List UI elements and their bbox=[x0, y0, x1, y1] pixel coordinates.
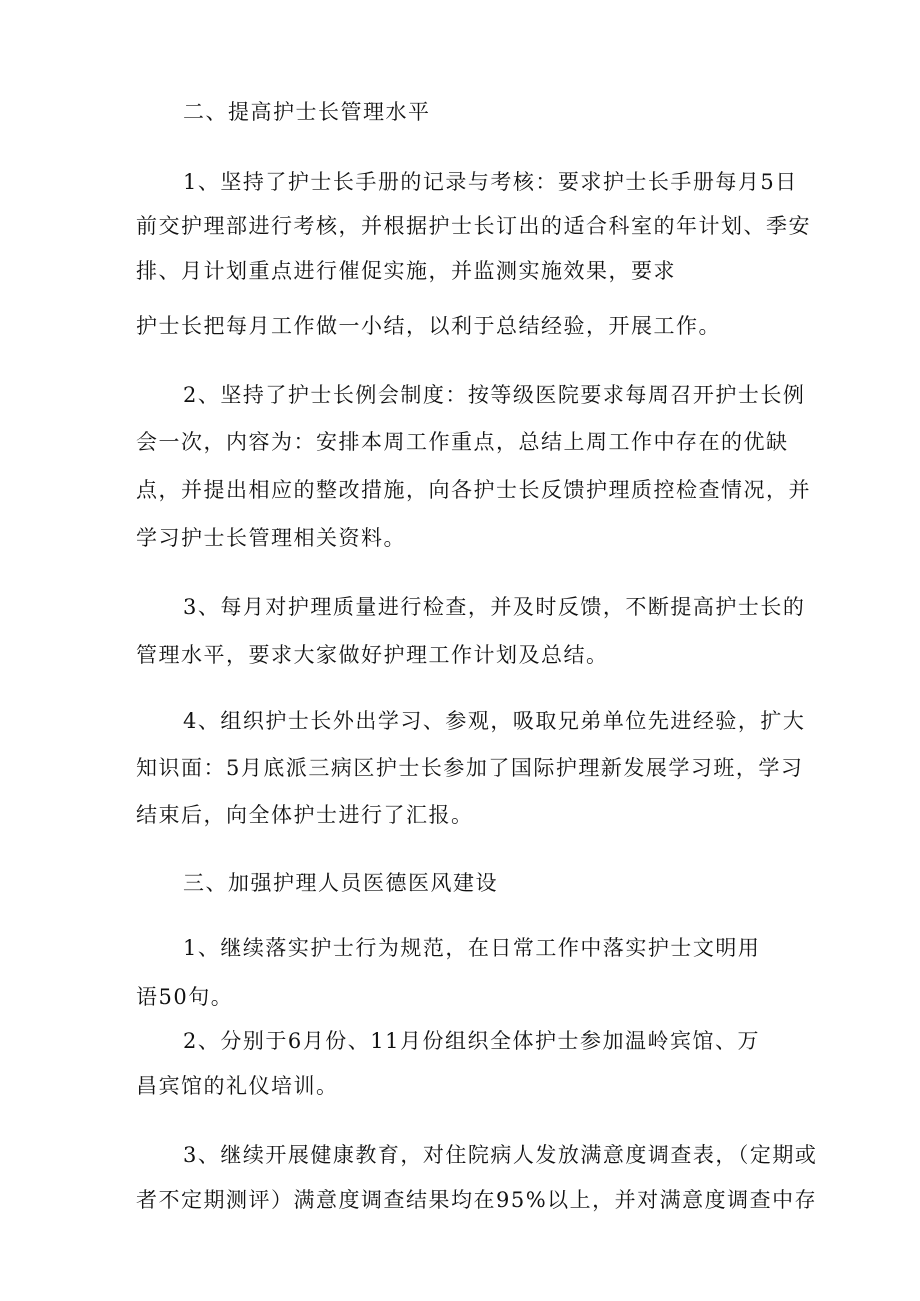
paragraph-line: 2、坚持了护士长例会制度：按等级医院要求每周召开护士长例 bbox=[183, 383, 806, 407]
paragraph-line: 2、分别于6月份、11月份组织全体护士参加温岭宾馆、万 bbox=[183, 1029, 760, 1053]
paragraph-line: 1、继续落实护士行为规范，在日常工作中落实护士文明用 bbox=[183, 936, 761, 960]
section-heading: 三、加强护理人员医德医风建设 bbox=[183, 871, 498, 895]
paragraph-line: 管理水平，要求大家做好护理工作计划及总结。 bbox=[136, 643, 609, 667]
paragraph-line: 1、坚持了护士长手册的记录与考核：要求护士长手册每月5日 bbox=[183, 170, 798, 194]
paragraph-line: 4、组织护士长外出学习、参观，吸取兄弟单位先进经验，扩大 bbox=[183, 709, 806, 733]
paragraph-line: 点，并提出相应的整改措施，向各护士长反馈护理质控检查情况，并 bbox=[136, 478, 811, 502]
paragraph-line: 3、继续开展健康教育，对住院病人发放满意度调查表，（定期或 bbox=[183, 1143, 818, 1167]
paragraph-line: 前交护理部进行考核，并根据护士长订出的适合科室的年计划、季安 bbox=[136, 214, 811, 238]
paragraph-line: 排、月计划重点进行催促实施，并监测实施效果，要求 bbox=[136, 259, 676, 283]
paragraph-line: 学习护士长管理相关资料。 bbox=[136, 526, 406, 550]
section-heading: 二、提高护士长管理水平 bbox=[183, 100, 431, 124]
paragraph-line: 昌宾馆的礼仪培训。 bbox=[136, 1074, 339, 1098]
paragraph-line: 知识面：5月底派三病区护士长参加了国际护理新发展学习班，学习 bbox=[136, 756, 804, 780]
paragraph-line: 护士长把每月工作做一小结，以利于总结经验，开展工作。 bbox=[136, 314, 721, 338]
paragraph-line: 3、每月对护理质量进行检查，并及时反馈，不断提高护士长的 bbox=[183, 595, 806, 619]
paragraph-line: 会一次，内容为：安排本周工作重点，总结上周工作中存在的优缺 bbox=[136, 430, 789, 454]
paragraph-line: 语50句。 bbox=[136, 985, 234, 1009]
paragraph-line: 者不定期测评）满意度调查结果均在95%以上，并对满意度调查中存 bbox=[136, 1188, 818, 1212]
paragraph-line: 结束后，向全体护士进行了汇报。 bbox=[136, 803, 474, 827]
